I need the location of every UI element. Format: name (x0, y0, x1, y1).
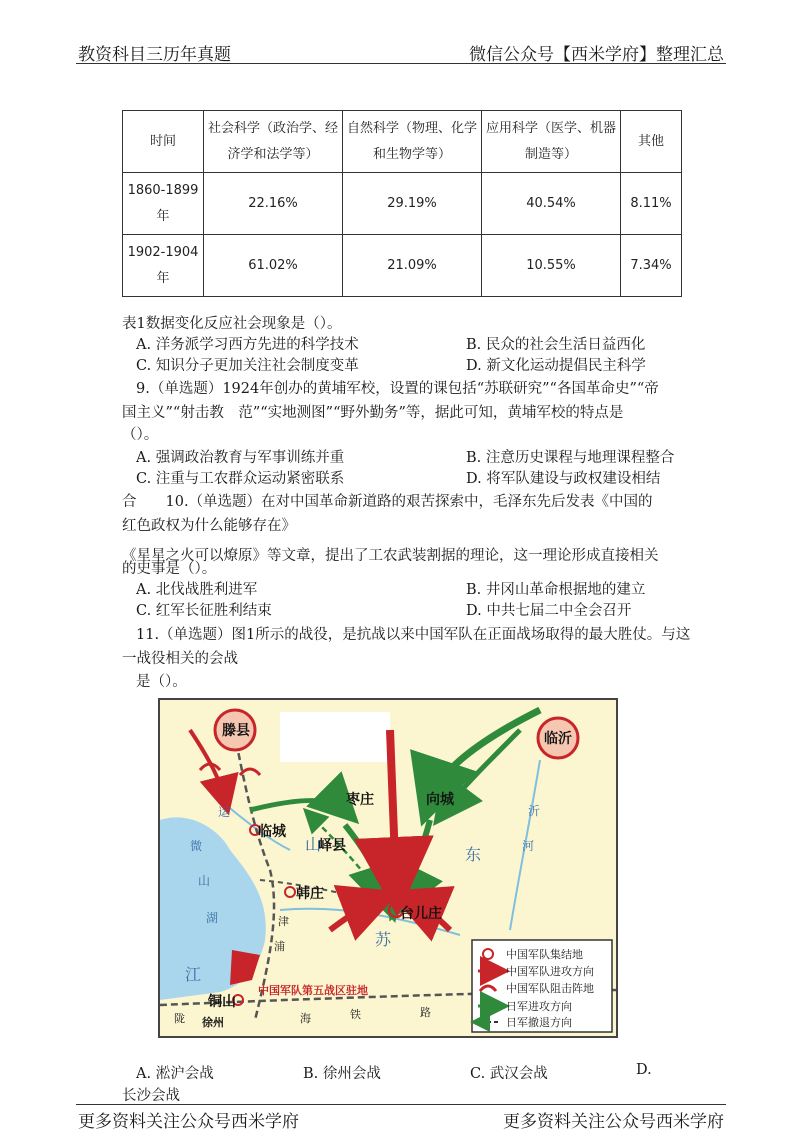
q9-option-d[interactable]: D. 将军队建设与政权建设相结 (466, 471, 661, 487)
q11-option-d[interactable]: D. (636, 1062, 652, 1078)
statistics-table (122, 110, 682, 297)
place-lincheng: 临城 (258, 824, 286, 840)
q11-option-d-cont[interactable]: 长沙会战 (122, 1088, 180, 1104)
label-hu: 湖 (206, 911, 219, 925)
label-jin: 津 (278, 915, 289, 928)
place-tongshan: 铜山 (208, 994, 236, 1010)
q10-option-d[interactable]: D. 中共七届二中全会召开 (466, 603, 632, 619)
footer-left: 更多资料关注公众号西米学府 (78, 1112, 299, 1132)
label-shan2: 山 (198, 874, 211, 888)
region-shan: 山 (305, 835, 322, 854)
map-blank-box (280, 712, 390, 762)
q10-stem-line4: 的史事是（）。 (122, 561, 217, 577)
label-wei: 微 (190, 839, 203, 853)
table-cell: 10.55% (482, 235, 621, 297)
table-cell: 40.54% (482, 173, 621, 235)
place-hanzhuang: 韩庄 (296, 886, 324, 902)
battle-map (160, 700, 616, 1036)
q10-option-b[interactable]: B. 井冈山革命根据地的建立 (466, 582, 646, 598)
header-rule (76, 63, 726, 64)
q8-option-b[interactable]: B. 民众的社会生活日益西化 (466, 337, 646, 353)
q10-option-a[interactable]: A. 北伐战胜利进军 (136, 582, 258, 598)
place-tengxian: 滕县 (222, 723, 250, 739)
label-yun: 运 (218, 805, 231, 819)
q9-option-b[interactable]: B. 注意历史课程与地理课程整合 (466, 450, 675, 466)
q11-option-c[interactable]: C. 武汉会战 (470, 1066, 548, 1082)
q9-stem-line1: 9.（单选题）1924年创办的黄埔军校，设置的课包括“苏联研究”“各国革命史”“帝 (136, 381, 659, 397)
q8-option-d[interactable]: D. 新文化运动提倡民主科学 (466, 358, 646, 374)
q9-stem-line2: 国主义”“射击教 范”“实地测图”“野外勤务”等，据此可知，黄埔军校的特点是 (122, 405, 624, 421)
label-yi: 沂 (528, 804, 541, 818)
q8-stem: 表1数据变化反应社会现象是（）。 (122, 316, 342, 332)
label-pu: 浦 (274, 940, 285, 953)
place-xiangcheng: 向城 (426, 792, 454, 808)
table-cell: 8.11% (621, 173, 682, 235)
place-zaozhuang: 枣庄 (346, 792, 374, 808)
place-hq (258, 983, 368, 997)
table-cell: 61.02% (204, 235, 343, 297)
q10-stem-line3: 《星星之火可以燎原》等文章，提出了工农武装割据的理论，这一理论形成直接相关 (122, 548, 659, 564)
q9-stem-line3: （）。 (122, 427, 159, 443)
place-xuzhou: 徐州 (202, 1016, 224, 1029)
footer-right: 更多资料关注公众号西米学府 (503, 1112, 724, 1132)
table-cell: 21.09% (343, 235, 482, 297)
label-tie: 铁 (350, 1008, 361, 1021)
header-right: 微信公众号【西米学府】整理汇总 (469, 45, 724, 65)
region-dong: 东 (465, 845, 482, 864)
table-cell: 1860-1899年 (123, 173, 204, 235)
table-header-cell: 社会科学（政治学、经济学和法学等） (204, 111, 343, 173)
label-lu: 路 (420, 1006, 431, 1019)
legend-label: 日军撤退方向 (506, 1016, 572, 1029)
legend-label: 中国军队阻击阵地 (506, 982, 594, 995)
place-taierzhuang: 台儿庄 (400, 906, 442, 922)
hq-label: 中国军队第五战区驻地 (258, 984, 368, 997)
table-cell: 7.34% (621, 235, 682, 297)
label-he: 河 (522, 839, 535, 853)
table-cell: 22.16% (204, 173, 343, 235)
q8-option-a[interactable]: A. 洋务派学习西方先进的科学技术 (136, 337, 359, 353)
q11-stem-line3: 是（）。 (136, 674, 187, 690)
q11-option-b[interactable]: B. 徐州会战 (303, 1066, 381, 1082)
label-hai: 海 (300, 1012, 311, 1025)
table-header-cell: 其他 (621, 111, 682, 173)
table-cell: 1902-1904年 (123, 235, 204, 297)
table-row (123, 235, 682, 297)
table-cell: 29.19% (343, 173, 482, 235)
place-yixian: 峄县 (318, 838, 346, 854)
q8-option-c[interactable]: C. 知识分子更加关注社会制度变革 (136, 358, 359, 374)
table-header-cell: 应用科学（医学、机器制造等） (482, 111, 621, 173)
q9-option-c[interactable]: C. 注重与工农群众运动紧密联系 (136, 471, 345, 487)
footer-rule (76, 1104, 726, 1105)
battle-map-figure (158, 698, 618, 1038)
place-linyi: 临沂 (544, 731, 572, 747)
q11-option-a[interactable]: A. 淞沪会战 (136, 1066, 214, 1082)
table-header-cell: 时间 (123, 111, 204, 173)
header-left: 教资科目三历年真题 (78, 45, 231, 65)
table-header-cell: 自然科学（物理、化学和生物学等） (343, 111, 482, 173)
legend-label: 中国军队集结地 (506, 948, 583, 961)
q11-stem-line1: 11.（单选题）图1所示的战役，是抗战以来中国军队在正面战场取得的最大胜仗。与这 (136, 627, 691, 643)
q11-stem-line2: 一战役相关的会战 (122, 651, 238, 667)
region-jiang: 江 (185, 965, 202, 984)
region-su: 苏 (375, 930, 392, 949)
q10-option-c[interactable]: C. 红军长征胜利结束 (136, 603, 272, 619)
legend-label: 中国军队进攻方向 (506, 965, 594, 978)
legend-label: 日军进攻方向 (506, 1000, 572, 1013)
table-header-row (123, 111, 682, 173)
q10-stem-line1: 合 10.（单选题）在对中国革命新道路的艰苦探索中，毛泽东先后发表《中国的 (122, 494, 653, 510)
table-row (123, 173, 682, 235)
q10-stem-line2: 红色政权为什么能够存在》 (122, 518, 296, 534)
label-long: 陇 (174, 1012, 185, 1025)
q9-option-a[interactable]: A. 强调政治教育与军事训练并重 (136, 450, 345, 466)
